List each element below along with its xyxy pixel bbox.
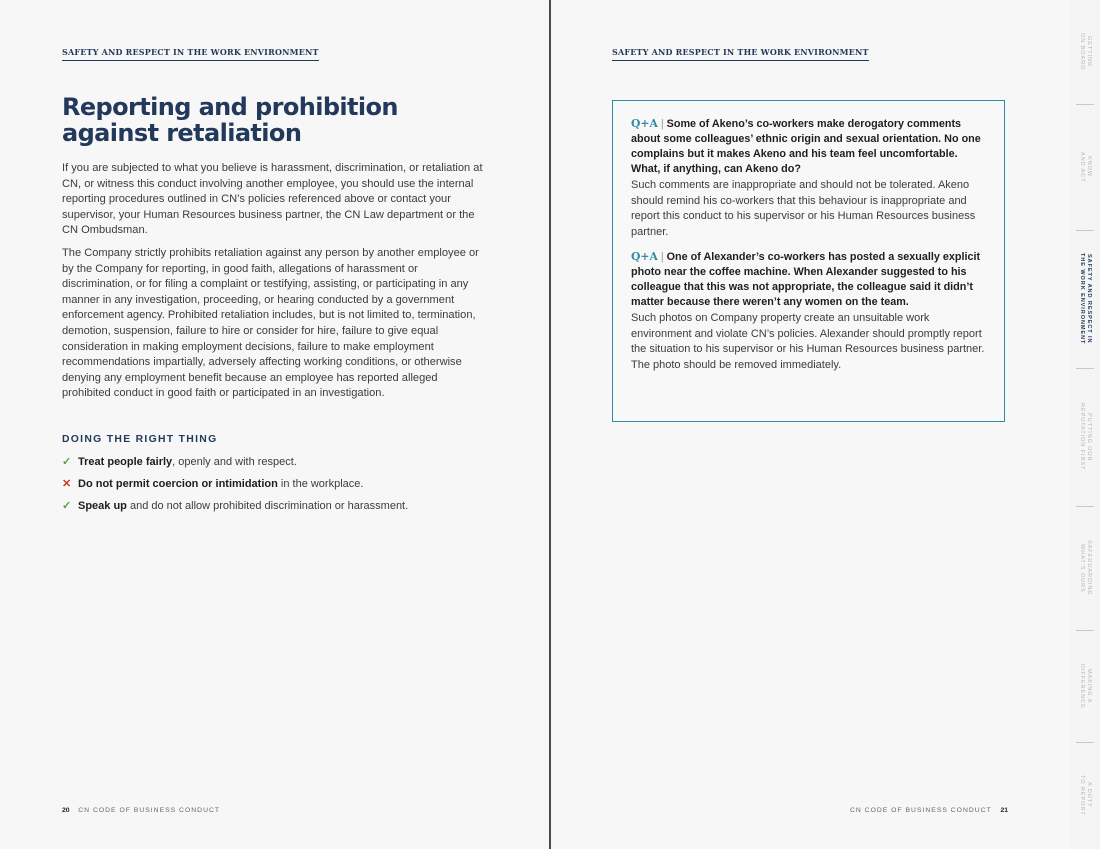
list-item [62, 499, 502, 514]
right-page [551, 0, 1070, 849]
section-heading: DOING THE RIGHT THING [62, 434, 218, 445]
tab-divider [1076, 368, 1094, 369]
tab-label: A DUTY TO REPORT [1079, 774, 1092, 816]
qa-item [631, 249, 985, 373]
qa-answer: Such comments are inappropriate and should not be tolerated. Akeno should remind his co-workers that this behaviour is inappropriate and report this conduct to his supervisor or his Human Resources business partner. [631, 179, 976, 238]
tab-label: SAFETY AND RESPECT IN THE WORK ENVIRONMENT [1079, 253, 1092, 345]
chapter-tabs [1070, 0, 1100, 849]
list-item [62, 477, 502, 492]
tab-label: KNOW AND ACT [1079, 151, 1092, 183]
left-page [0, 0, 549, 849]
qa-separator: | [660, 118, 664, 130]
tab-safety-and-respect[interactable] [1070, 238, 1100, 360]
page-number: 21 [1000, 807, 1008, 814]
tab-divider [1076, 630, 1094, 631]
page-title: Reporting and prohibition against retaliation [62, 93, 398, 147]
page-number: 20 [62, 807, 70, 814]
qa-answer: Such photos on Company property create an unsuitable work environment and violate CN’s policies. Alexander should promptly report the situation to his supervisor or his Human Resources business partner. The photo should be removed immediately. [631, 312, 985, 371]
retaliation-paragraph: The Company strictly prohibits retaliation against any person by another employee or by the Company for reporting, in good faith, allegations of harassment or discrimination, or for filing a complaint or testifying, assisting, or participating in any manner in any investigation, proceeding, or hearing conducted by a government enforcement agency. Prohibited retaliation includes, but is not limited to, termination, demotion, suspension, failure to hire or consider for hire, failure to give equal consideration in making employment decisions, failure to make employment recommendations impartially, adversely affecting working conditions, or otherwise denying any employment benefit because an employee has reported alleged prohibited conduct in good faith or participated in an investigation. [62, 247, 479, 400]
tab-putting-reputation-first[interactable] [1070, 376, 1100, 498]
item-bold-text: Speak up [78, 500, 127, 512]
question-text: Some of Akeno’s co-workers make derogatory comments about some colleagues’ ethnic origin and sexual orientation. No one complains but it makes Akeno and his team feel uncomfortable. What, if anything, can Akeno do? [631, 118, 981, 175]
tab-divider [1076, 230, 1094, 231]
footer-right [850, 807, 1008, 814]
list-item [62, 455, 502, 470]
tab-safeguarding[interactable] [1070, 514, 1100, 622]
intro-paragraph: If you are subjected to what you believe is harassment, discrimination, or retaliation at CN, or witness this conduct involving another employee, you should use the internal reporting procedures outlined in CN’s policies referenced above or contact your supervisor, your Human Resources business partner, the CN Law department or the CN Ombudsman. [62, 162, 483, 237]
item-text: and do not allow prohibited discrimination or harassment. [126, 500, 409, 512]
tab-know-and-act[interactable] [1070, 112, 1100, 222]
do-dont-list [62, 455, 502, 521]
qa-tag: Q+A [631, 117, 658, 130]
item-bold-text: Treat people fairly [78, 456, 173, 468]
item-text: , openly and with respect. [172, 456, 297, 468]
running-head: SAFETY AND RESPECT IN THE WORK ENVIRONMENT [62, 47, 319, 61]
tab-making-a-difference[interactable] [1070, 638, 1100, 734]
footer-left [62, 807, 220, 814]
qa-question [631, 249, 985, 310]
footer-title: CN CODE OF BUSINESS CONDUCT [849, 807, 992, 814]
qa-separator: | [660, 251, 664, 263]
tab-label: MAKING A DIFFERENCE [1079, 663, 1092, 709]
qa-box [612, 100, 1005, 422]
tab-label: GETTING ON BOARD [1079, 33, 1092, 71]
tab-label: SAFEGUARDING WHAT’S OURS [1079, 540, 1092, 596]
tab-duty-to-report[interactable] [1070, 750, 1100, 840]
check-icon: ✓ [62, 500, 72, 512]
item-text: in the workplace. [277, 478, 364, 490]
footer-title: CN CODE OF BUSINESS CONDUCT [78, 807, 221, 814]
tab-divider [1076, 506, 1094, 507]
tab-getting-on-board[interactable] [1070, 8, 1100, 96]
cross-icon: ✕ [62, 478, 72, 490]
tab-divider [1076, 742, 1094, 743]
check-icon: ✓ [62, 456, 72, 468]
tab-label: PUTTING OUR REPUTATION FIRST [1079, 403, 1092, 471]
item-bold-text: Do not permit coercion or intimidation [78, 478, 278, 490]
running-head: SAFETY AND RESPECT IN THE WORK ENVIRONMENT [612, 47, 869, 61]
qa-tag: Q+A [631, 250, 658, 263]
qa-question [631, 116, 985, 177]
question-text: One of Alexander’s co-workers has posted a sexually explicit photo near the coffee machine. When Alexander suggested to his colleague that this was not appropriate, the colleague said it didn’t matter because there weren’t any women on the team. [631, 251, 981, 308]
tab-divider [1076, 104, 1094, 105]
qa-item [631, 116, 985, 240]
